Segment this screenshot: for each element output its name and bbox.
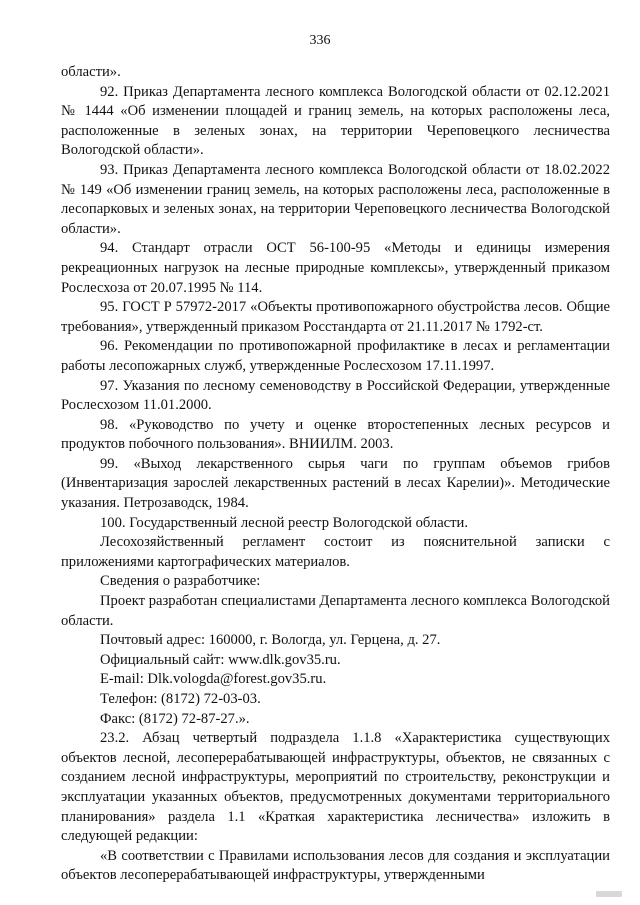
- paragraph-item-95: 95. ГОСТ Р 57972-2017 «Объекты противопожарного обустройства лесов. Общие требования», утвержденный приказом Росстандарта от 21.11.2017 № 1792-ст.: [61, 299, 610, 335]
- paragraph-developer: Проект разработан специалистами Департамента лесного комплекса Вологодской области.: [61, 593, 610, 629]
- paragraph-item-98: 98. «Руководство по учету и оценке второстепенных лесных ресурсов и продуктов побочного пользования». ВНИИЛМ. 2003.: [61, 416, 610, 453]
- paragraph-item-96: 96. Рекомендации по противопожарной профилактике в лесах и регламентации работы лесопожарных служб, утвержденные Рослесхозом 17.11.1997.: [61, 338, 610, 374]
- paragraph-item-100: 100. Государственный лесной реестр Вологодской области.: [100, 514, 468, 531]
- paragraph-item-92: 92. Приказ Департамента лесного комплекса Вологодской области от 02.12.2021 № 1444 «Об изменении площадей и границ земель, на которых расположены леса, расположенные в зеленых зонах, на территории Череповецкого лесничества Вологодской области».: [61, 83, 610, 159]
- paragraph-item-99: 99. «Выход лекарственного сырья чаги по группам объемов грибов (Инвентаризация зарослей лекарственных растений в лесах Карелии)». Методические указания. Петрозаводск, 1984.: [61, 455, 610, 512]
- paragraph-email: E-mail: Dlk.vologda@forest.gov35.ru.: [100, 671, 327, 688]
- paragraph-regulation-composition: Лесохозяйственный регламент состоит из пояснительной записки с приложениями картографических материалов.: [61, 534, 610, 570]
- paragraph-continuation: области».: [61, 64, 121, 80]
- paragraph-new-wording: «В соответствии с Правилами использования лесов для создания и эксплуатации объектов лесоперерабатывающей инфраструктуры, утвержденными: [61, 847, 610, 884]
- paragraph-item-97: 97. Указания по лесному семеноводству в Российской Федерации, утвержденные Рослесхозом 11.01.2000.: [61, 377, 610, 414]
- paragraph-developer-heading: Сведения о разработчике:: [100, 573, 261, 590]
- paragraph-item-93: 93. Приказ Департамента лесного комплекса Вологодской области от 18.02.2022 № 149 «Об изменении границ земель, на которых расположены леса, расположенные в лесопарковых и зеленых зонах, на территории Череповецкого лесничества Вологодской области».: [61, 161, 610, 237]
- paragraph-website: Официальный сайт: www.dlk.gov35.ru.: [100, 651, 341, 668]
- paragraph-amendment-23-2: 23.2. Абзац четвертый подраздела 1.1.8 «Характеристика существующих объектов лесной, лесоперерабатывающей инфраструктуры, объектов, не связанных с созданием лесной инфраструктуры, мероприятий по строительству, реконструкции и эксплуатации указанных объектов, предусмотренных документами территориального планирования» раздела 1.1 «Краткая характеристика лесничества» изложить в следующей редакции:: [61, 730, 610, 845]
- paragraph-fax: Факс: (8172) 72-87-27.».: [100, 710, 250, 727]
- paragraph-phone: Телефон: (8172) 72-03-03.: [100, 691, 261, 707]
- paragraph-item-94: 94. Стандарт отрасли ОСТ 56-100-95 «Методы и единицы измерения рекреационных нагрузок на лесные природные комплексы», утвержденный приказом Рослесхоза от 20.07.1995 № 114.: [61, 240, 610, 296]
- scan-mark: [596, 891, 622, 897]
- paragraph-postal-address: Почтовый адрес: 160000, г. Вологда, ул. Герцена, д. 27.: [100, 632, 441, 649]
- document-body: [61, 63, 610, 886]
- page-number: 336: [309, 33, 331, 48]
